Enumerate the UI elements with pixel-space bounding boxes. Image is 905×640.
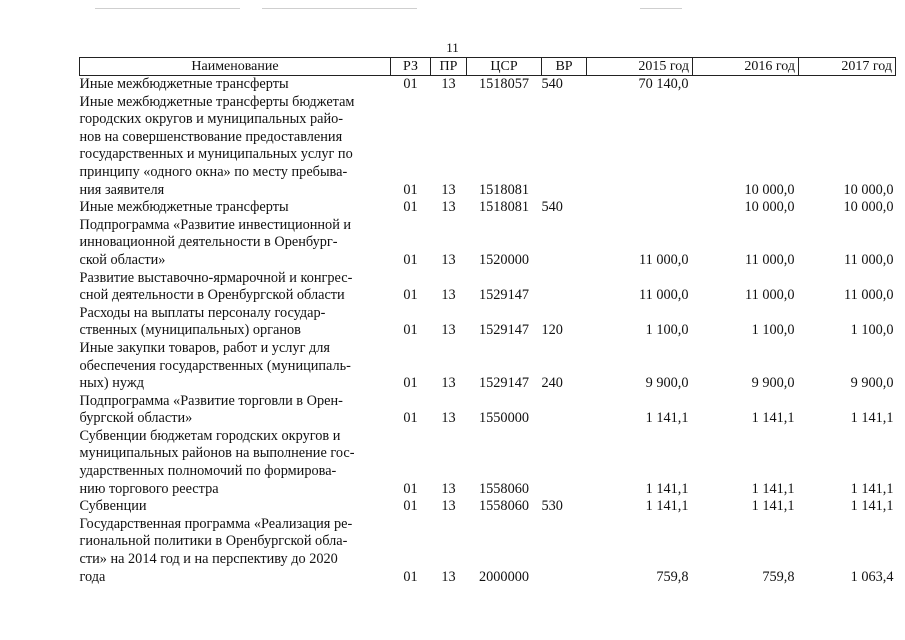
row-csr: 1518081 (478, 181, 530, 198)
row-csr: 1529147 (478, 322, 530, 339)
row-rz: 01 (403, 251, 418, 268)
table-row (80, 217, 896, 270)
row-pr: 13 (441, 568, 456, 585)
row-value-2017 (799, 76, 896, 94)
row-vr (542, 217, 587, 270)
header-2016: 2016 год (693, 58, 799, 76)
row-vr: 540 (541, 76, 563, 92)
table-row (80, 94, 896, 200)
table-body (80, 76, 896, 587)
page-number: 11 (446, 40, 459, 55)
table-row (80, 305, 896, 340)
scan-artifact-top-right (640, 8, 682, 9)
row-value-2016: 9 900,0 (751, 375, 795, 392)
row-vr: 240 (541, 375, 563, 392)
row-vr: 530 (541, 498, 563, 515)
row-vr (542, 516, 587, 586)
header-vr: ВР (542, 58, 587, 76)
row-pr: 13 (441, 199, 456, 216)
row-csr: 1529147 (478, 375, 530, 392)
row-value-2015 (587, 199, 693, 217)
row-value-2017: 11 000,0 (843, 287, 894, 304)
row-name: Подпрограмма «Развитие инвестиционной и инновационной деятельности в Оренбург- ской области» (79, 216, 352, 268)
row-rz: 01 (403, 181, 418, 198)
row-value-2016: 10 000,0 (744, 199, 795, 216)
row-name: Подпрограмма «Развитие торговли в Орен- бургской области» (79, 392, 343, 427)
row-value-2017: 1 141,1 (850, 410, 894, 427)
row-pr: 13 (441, 498, 456, 515)
row-value-2017: 1 063,4 (850, 568, 894, 585)
row-value-2017: 1 100,0 (850, 322, 894, 339)
row-value-2016: 1 100,0 (751, 322, 795, 339)
row-csr: 1550000 (478, 410, 530, 427)
row-pr: 13 (441, 251, 456, 268)
row-value-2015: 9 900,0 (645, 375, 689, 392)
scan-artifact-top-mid (262, 8, 417, 9)
row-name: Государственная программа «Реализация ре- гиональной политики в Оренбургской обла- сти» на 2014 год и на перспективу до 2020 года (79, 515, 353, 585)
row-value-2015: 1 141,1 (645, 480, 689, 497)
row-name: Субвенции бюджетам городских округов и муниципальных районов на выполнение гос- ударственных полномочий по формирова- нию торгового реестра (79, 427, 355, 497)
row-name: Иные межбюджетные трансферты (79, 76, 289, 92)
row-value-2017: 9 900,0 (850, 375, 894, 392)
table-row (80, 393, 896, 428)
row-vr (542, 393, 587, 428)
table-row (80, 428, 896, 498)
row-pr: 13 (441, 375, 456, 392)
header-2017: 2017 год (799, 58, 896, 76)
row-rz: 01 (403, 480, 418, 497)
table-row (80, 516, 896, 586)
row-csr: 2000000 (478, 568, 530, 585)
row-value-2017: 1 141,1 (850, 480, 894, 497)
row-csr: 1518081 (478, 199, 530, 216)
row-rz: 01 (403, 199, 418, 216)
row-value-2016: 1 141,1 (751, 480, 795, 497)
row-rz: 01 (403, 410, 418, 427)
row-vr (542, 428, 587, 498)
budget-table (79, 57, 896, 586)
row-value-2017: 10 000,0 (843, 181, 894, 198)
row-vr (542, 94, 587, 200)
row-value-2015: 1 100,0 (645, 322, 689, 339)
row-rz: 01 (403, 287, 418, 304)
table-header-row (80, 58, 896, 76)
row-vr: 120 (541, 322, 563, 339)
row-rz: 01 (403, 76, 418, 92)
row-value-2016: 11 000,0 (744, 251, 795, 268)
row-csr: 1529147 (478, 287, 530, 304)
table-row (80, 199, 896, 217)
table-row (80, 270, 896, 305)
row-vr: 540 (541, 199, 563, 216)
row-value-2015: 11 000,0 (638, 287, 689, 304)
row-value-2016: 11 000,0 (744, 287, 795, 304)
row-value-2015: 70 140,0 (638, 76, 689, 92)
table-row (80, 340, 896, 393)
header-csr: ЦСР (467, 58, 542, 76)
row-value-2015: 11 000,0 (638, 251, 689, 268)
row-value-2017: 1 141,1 (850, 498, 894, 515)
row-value-2016 (693, 76, 799, 94)
row-name: Расходы на выплаты персоналу государ- ственных (муниципальных) органов (79, 304, 326, 339)
row-rz: 01 (403, 322, 418, 339)
row-value-2015: 759,8 (656, 568, 689, 585)
row-value-2017: 10 000,0 (843, 199, 894, 216)
row-rz: 01 (403, 498, 418, 515)
row-csr: 1558060 (478, 498, 530, 515)
row-value-2015 (587, 94, 693, 200)
row-value-2016: 759,8 (762, 568, 795, 585)
row-pr: 13 (441, 410, 456, 427)
row-value-2016: 1 141,1 (751, 410, 795, 427)
row-name: Иные закупки товаров, работ и услуг для обеспечения государственных (муниципаль- ных) нужд (79, 339, 351, 392)
table-row (80, 498, 896, 516)
row-value-2015: 1 141,1 (645, 410, 689, 427)
row-value-2016: 1 141,1 (751, 498, 795, 515)
header-name: Наименование (80, 58, 391, 76)
row-name: Иные межбюджетные трансферты (79, 199, 289, 216)
row-rz: 01 (403, 375, 418, 392)
row-value-2016: 10 000,0 (744, 181, 795, 198)
header-2015: 2015 год (587, 58, 693, 76)
row-pr: 13 (441, 480, 456, 497)
row-csr: 1558060 (478, 480, 530, 497)
row-name: Развитие выставочно-ярмарочной и конгрес- сной деятельности в Оренбургской области (79, 269, 353, 304)
table-row (80, 76, 896, 94)
row-pr: 13 (441, 76, 456, 92)
row-pr: 13 (441, 322, 456, 339)
row-name: Субвенции (79, 498, 147, 515)
row-pr: 13 (441, 287, 456, 304)
row-vr (542, 270, 587, 305)
row-value-2017: 11 000,0 (843, 251, 894, 268)
header-rz: РЗ (391, 58, 431, 76)
scan-artifact-top-left (95, 8, 240, 9)
header-pr: ПР (431, 58, 467, 76)
row-value-2015: 1 141,1 (645, 498, 689, 515)
row-name: Иные межбюджетные трансферты бюджетам городских округов и муниципальных райо- нов на совершенствование предоставления государственных и муниципальных услуг по принципу «одного окна» по месту пребыва- ния заявителя (79, 93, 355, 198)
row-pr: 13 (441, 181, 456, 198)
row-csr: 1520000 (478, 251, 530, 268)
row-csr: 1518057 (478, 76, 530, 92)
row-rz: 01 (403, 568, 418, 585)
